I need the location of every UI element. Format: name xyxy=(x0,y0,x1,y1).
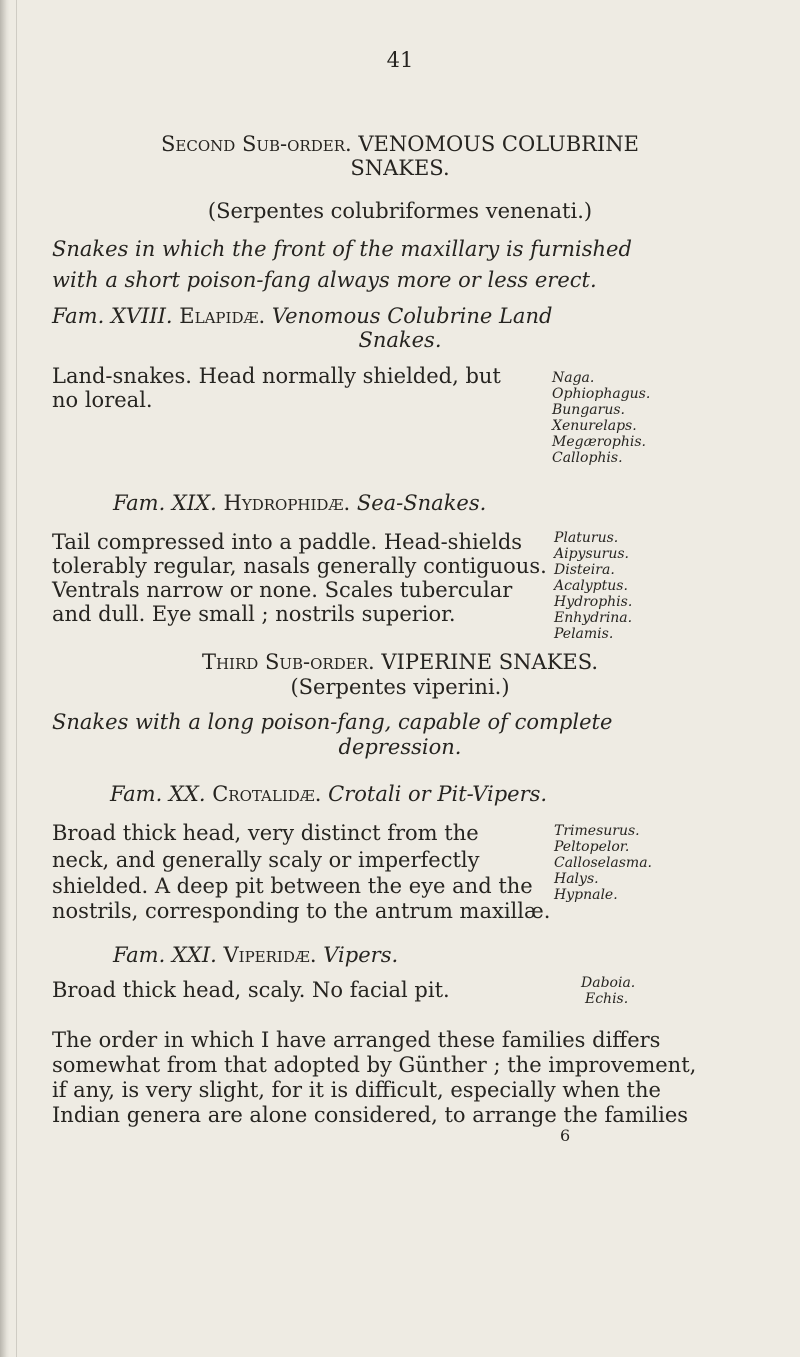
fam19-common: Sea-Snakes. xyxy=(356,491,487,515)
fam20-desc-line: neck, and generally scaly or imperfectly xyxy=(52,848,480,872)
genus-name: Naga. xyxy=(552,370,595,386)
fam19-prefix: Fam. XIX. xyxy=(113,491,217,515)
third-suborder-title: VIPERINE SNAKES. xyxy=(381,650,599,674)
genus-name: Peltopelor. xyxy=(554,839,630,855)
fam18-desc-line2: no loreal. xyxy=(52,388,153,412)
fam21-heading xyxy=(113,942,398,968)
second-suborder-title-line1: VENOMOUS COLUBRINE xyxy=(358,132,639,156)
fam21-name: Viperidæ. xyxy=(223,943,317,967)
genus-name: Platurus. xyxy=(554,530,619,546)
genus-name: Megærophis. xyxy=(552,434,646,450)
fam18-prefix: Fam. XVIII. xyxy=(52,304,173,328)
fam19-desc-line: tolerably regular, nasals generally contiguous. xyxy=(52,554,547,578)
fam19-genera-list xyxy=(554,530,664,642)
second-suborder-latin: (Serpentes colubriformes venenati.) xyxy=(207,199,593,223)
printer-signature-mark: 6 xyxy=(560,1126,571,1145)
second-suborder-title-line2: SNAKES. xyxy=(350,156,450,180)
fam20-genera-list xyxy=(554,823,664,903)
genus-name: Daboia. xyxy=(581,975,636,991)
third-suborder-latin: (Serpentes viperini.) xyxy=(290,675,510,699)
second-suborder-heading xyxy=(0,131,800,157)
fam20-desc-line: nostrils, corresponding to the antrum maxillæ. xyxy=(52,899,551,923)
fam19-desc-line: Ventrals narrow or none. Scales tubercular xyxy=(52,578,513,602)
genus-name: Xenurelaps. xyxy=(552,418,637,434)
fam18-heading xyxy=(52,303,552,329)
fam20-desc-line: shielded. A deep pit between the eye and the xyxy=(52,874,533,898)
closing-paragraph-line: if any, is very slight, for it is difficult, especially when the xyxy=(52,1078,661,1102)
genus-name: Disteira. xyxy=(554,562,615,578)
genus-name: Echis. xyxy=(585,991,629,1007)
second-suborder-desc-line2: with a short poison-fang always more or less erect. xyxy=(52,268,597,292)
page-number: 41 xyxy=(386,48,414,72)
fam18-genera-list xyxy=(552,370,662,466)
second-suborder-desc-line1: Snakes in which the front of the maxillary is furnished xyxy=(52,237,632,261)
fam18-common-line1: Venomous Colubrine Land xyxy=(271,304,553,328)
fam18-desc-line1: Land-snakes. Head normally shielded, but xyxy=(52,364,501,388)
genus-name: Callophis. xyxy=(552,450,623,466)
fam20-heading xyxy=(110,781,547,807)
fam21-common: Vipers. xyxy=(323,943,399,967)
second-suborder-label: Second Sub-order. xyxy=(161,132,352,156)
fam19-heading xyxy=(113,490,486,516)
third-suborder-label: Third Sub-order. xyxy=(201,650,375,674)
third-suborder-desc-line1: Snakes with a long poison-fang, capable of complete xyxy=(52,710,613,734)
genus-name: Bungarus. xyxy=(552,402,625,418)
closing-paragraph-line: somewhat from that adopted by Günther ; the improvement, xyxy=(52,1053,697,1077)
genus-name: Halys. xyxy=(554,871,599,887)
genus-name: Trimesurus. xyxy=(554,823,640,839)
fam21-prefix: Fam. XXI. xyxy=(113,943,217,967)
fam19-desc-line: Tail compressed into a paddle. Head-shields xyxy=(52,530,523,554)
fam20-name: Crotalidæ. xyxy=(212,782,322,806)
fam20-common: Crotali or Pit-Vipers. xyxy=(328,782,548,806)
fam18-name: Elapidæ. xyxy=(179,304,266,328)
genus-name: Enhydrina. xyxy=(554,610,633,626)
genus-name: Acalyptus. xyxy=(554,578,628,594)
fam19-desc-line: and dull. Eye small ; nostrils superior. xyxy=(52,602,456,626)
fam18-common-line2: Snakes. xyxy=(358,328,442,352)
genus-name: Pelamis. xyxy=(554,626,614,642)
genus-name: Ophiophagus. xyxy=(552,386,651,402)
genus-name: Aipysurus. xyxy=(554,546,630,562)
genus-name: Hydrophis. xyxy=(554,594,633,610)
closing-paragraph-line: The order in which I have arranged these families differs xyxy=(52,1028,661,1052)
genus-name: Hypnale. xyxy=(554,887,618,903)
genus-name: Calloselasma. xyxy=(554,855,652,871)
fam20-desc-line: Broad thick head, very distinct from the xyxy=(52,821,479,845)
third-suborder-desc-line2: depression. xyxy=(338,735,462,759)
fam19-name: Hydrophidæ. xyxy=(223,491,351,515)
fam21-desc: Broad thick head, scaly. No facial pit. xyxy=(52,978,450,1002)
fam21-genera-list xyxy=(581,975,691,1007)
third-suborder-heading xyxy=(0,649,800,675)
fam20-prefix: Fam. XX. xyxy=(110,782,206,806)
closing-paragraph-line: Indian genera are alone considered, to arrange the families xyxy=(52,1103,689,1127)
